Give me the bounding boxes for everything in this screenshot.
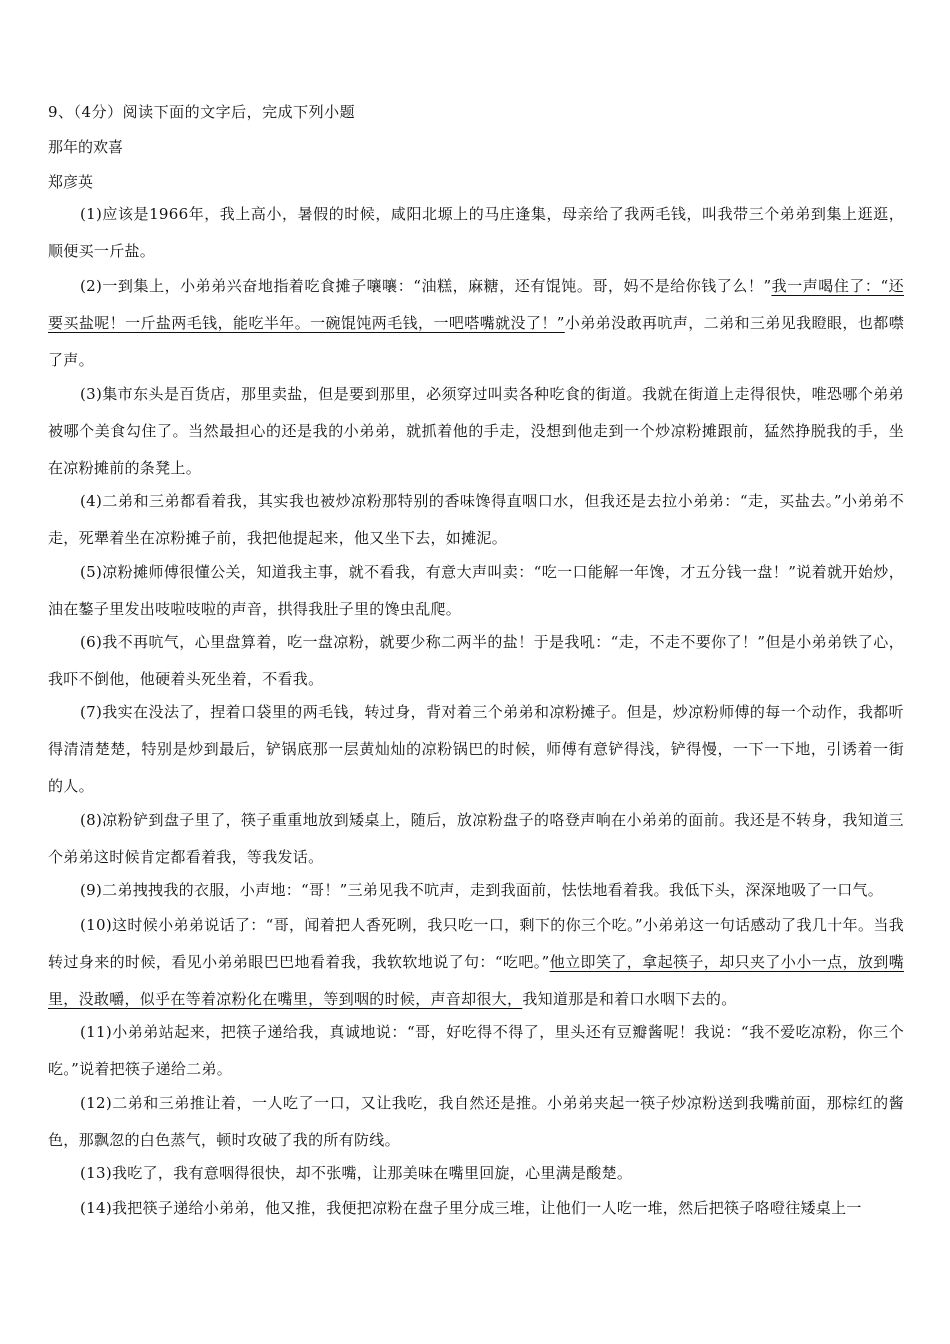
article-title: 那年的欢喜: [48, 138, 124, 156]
article-author: 郑彦英: [48, 173, 94, 191]
paragraph-5: (5)凉粉摊师傅很懂公关，知道我主事，就不看我，有意大声叫卖：“吃一口能解一年馋，才五分钱一盘！”说着就开始炒，油在鏊子里发出吱啦吱啦的声音，拱得我肚子里的馋虫乱爬。: [48, 563, 904, 618]
paragraph-1: (1)应该是1966年，我上高小，暑假的时候，咸阳北塬上的马庄逢集，母亲给了我两毛钱，叫我带三个弟弟到集上逛逛，顺便买一斤盐。: [48, 205, 904, 260]
underlined-sentence: 他立即笑了，拿起筷子，却只夹了小小一点，放到嘴里，没敢嚼，似乎在等着凉粉化在嘴里，等到咽的时候，声音却很大，: [48, 953, 904, 1008]
paragraph-3: (3)集市东头是百货店，那里卖盐，但是要到那里，必须穿过叫卖各种吃食的街道。我就在街道上走得很快，唯恐哪个弟弟被哪个美食勾住了。当然最担心的还是我的小弟弟，就抓着他的手走，没想到他走到一个炒凉粉摊跟前，猛然挣脱我的手，坐在凉粉摊前的条凳上。: [48, 385, 904, 477]
paragraph-4: (4)二弟和三弟都看着我，其实我也被炒凉粉那特别的香味馋得直咽口水，但我还是去拉小弟弟：“走，买盐去。”小弟弟不走，死犟着坐在凉粉摊子前，我把他提起来，他又坐下去，如摊泥。: [48, 492, 904, 547]
paragraph-2: (2)一到集上，小弟弟兴奋地指着吃食摊子嚷嚷：“油糕，麻糖，还有馄饨。哥，妈不是给你钱了么！”我一声喝住了：“还要买盐呢！一斤盐两毛钱，能吃半年。一碗馄饨两毛钱，一吧嗒嘴就没了！”小弟弟没敢再吭声，二弟和三弟见我瞪眼，也都噤了声。: [48, 277, 904, 369]
underlined-sentence: 我一声喝住了：“还要买盐呢！一斤盐两毛钱，能吃半年。一碗馄饨两毛钱，一吧嗒嘴就没了！”: [48, 277, 904, 332]
paragraph-6: (6)我不再吭气，心里盘算着，吃一盘凉粉，就要少称二两半的盐！于是我吼：“走，不走不要你了！”但是小弟弟铁了心，我吓不倒他，他硬着头死坐着，不看我。: [48, 633, 904, 688]
paragraph-9: (9)二弟拽拽我的衣服，小声地：“哥！”三弟见我不吭声，走到我面前，怯怯地看着我。我低下头，深深地吸了一口气。: [80, 881, 884, 899]
paragraph-10: (10)这时候小弟弟说话了：“哥，闻着把人香死咧，我只吃一口，剩下的你三个吃。”小弟弟这一句话感动了我几十年。当我转过身来的时候，看见小弟弟眼巴巴地看着我，我软软地说了句：“吃吧。”他立即笑了，拿起筷子，却只夹了小小一点，放到嘴里，没敢嚼，似乎在等着凉粉化在嘴里，等到咽的时候，声音却很大，我知道那是和着口水咽下去的。: [48, 916, 904, 1008]
paragraph-7: (7)我实在没法了，捏着口袋里的两毛钱，转过身，背对着三个弟弟和凉粉摊子。但是，炒凉粉师傅的每一个动作，我都听得清清楚楚，特别是炒到最后，铲锅底那一层黄灿灿的凉粉锅巴的时候，师傅有意铲得浅，铲得慢，一下一下地，引诱着一街的人。: [48, 703, 904, 795]
paragraph-14: (14)我把筷子递给小弟弟，他又推，我便把凉粉在盘子里分成三堆，让他们一人吃一堆，然后把筷子咯噔往矮桌上一: [80, 1199, 862, 1217]
paragraph-13: (13)我吃了，我有意咽得很快，却不张嘴，让那美味在嘴里回旋，心里满是酸楚。: [80, 1164, 633, 1182]
paragraph-12: (12)二弟和三弟推让着，一人吃了一口，又让我吃，我自然还是推。小弟弟夹起一筷子炒凉粉送到我嘴前面，那棕红的酱色，那飘忽的白色蒸气，顿时攻破了我的所有防线。: [48, 1094, 904, 1149]
paragraph-8: (8)凉粉铲到盘子里了，筷子重重地放到矮桌上，随后，放凉粉盘子的咯登声响在小弟弟的面前。我还是不转身，我知道三个弟弟这时候肯定都看着我，等我发话。: [48, 811, 904, 866]
paragraph-11: (11)小弟弟站起来，把筷子递给我，真诚地说：“哥，好吃得不得了，里头还有豆瓣酱呢！我说：“我不爱吃凉粉，你三个吃。”说着把筷子递给二弟。: [48, 1023, 904, 1078]
question-header: 9、（4分）阅读下面的文字后，完成下列小题: [48, 103, 356, 121]
